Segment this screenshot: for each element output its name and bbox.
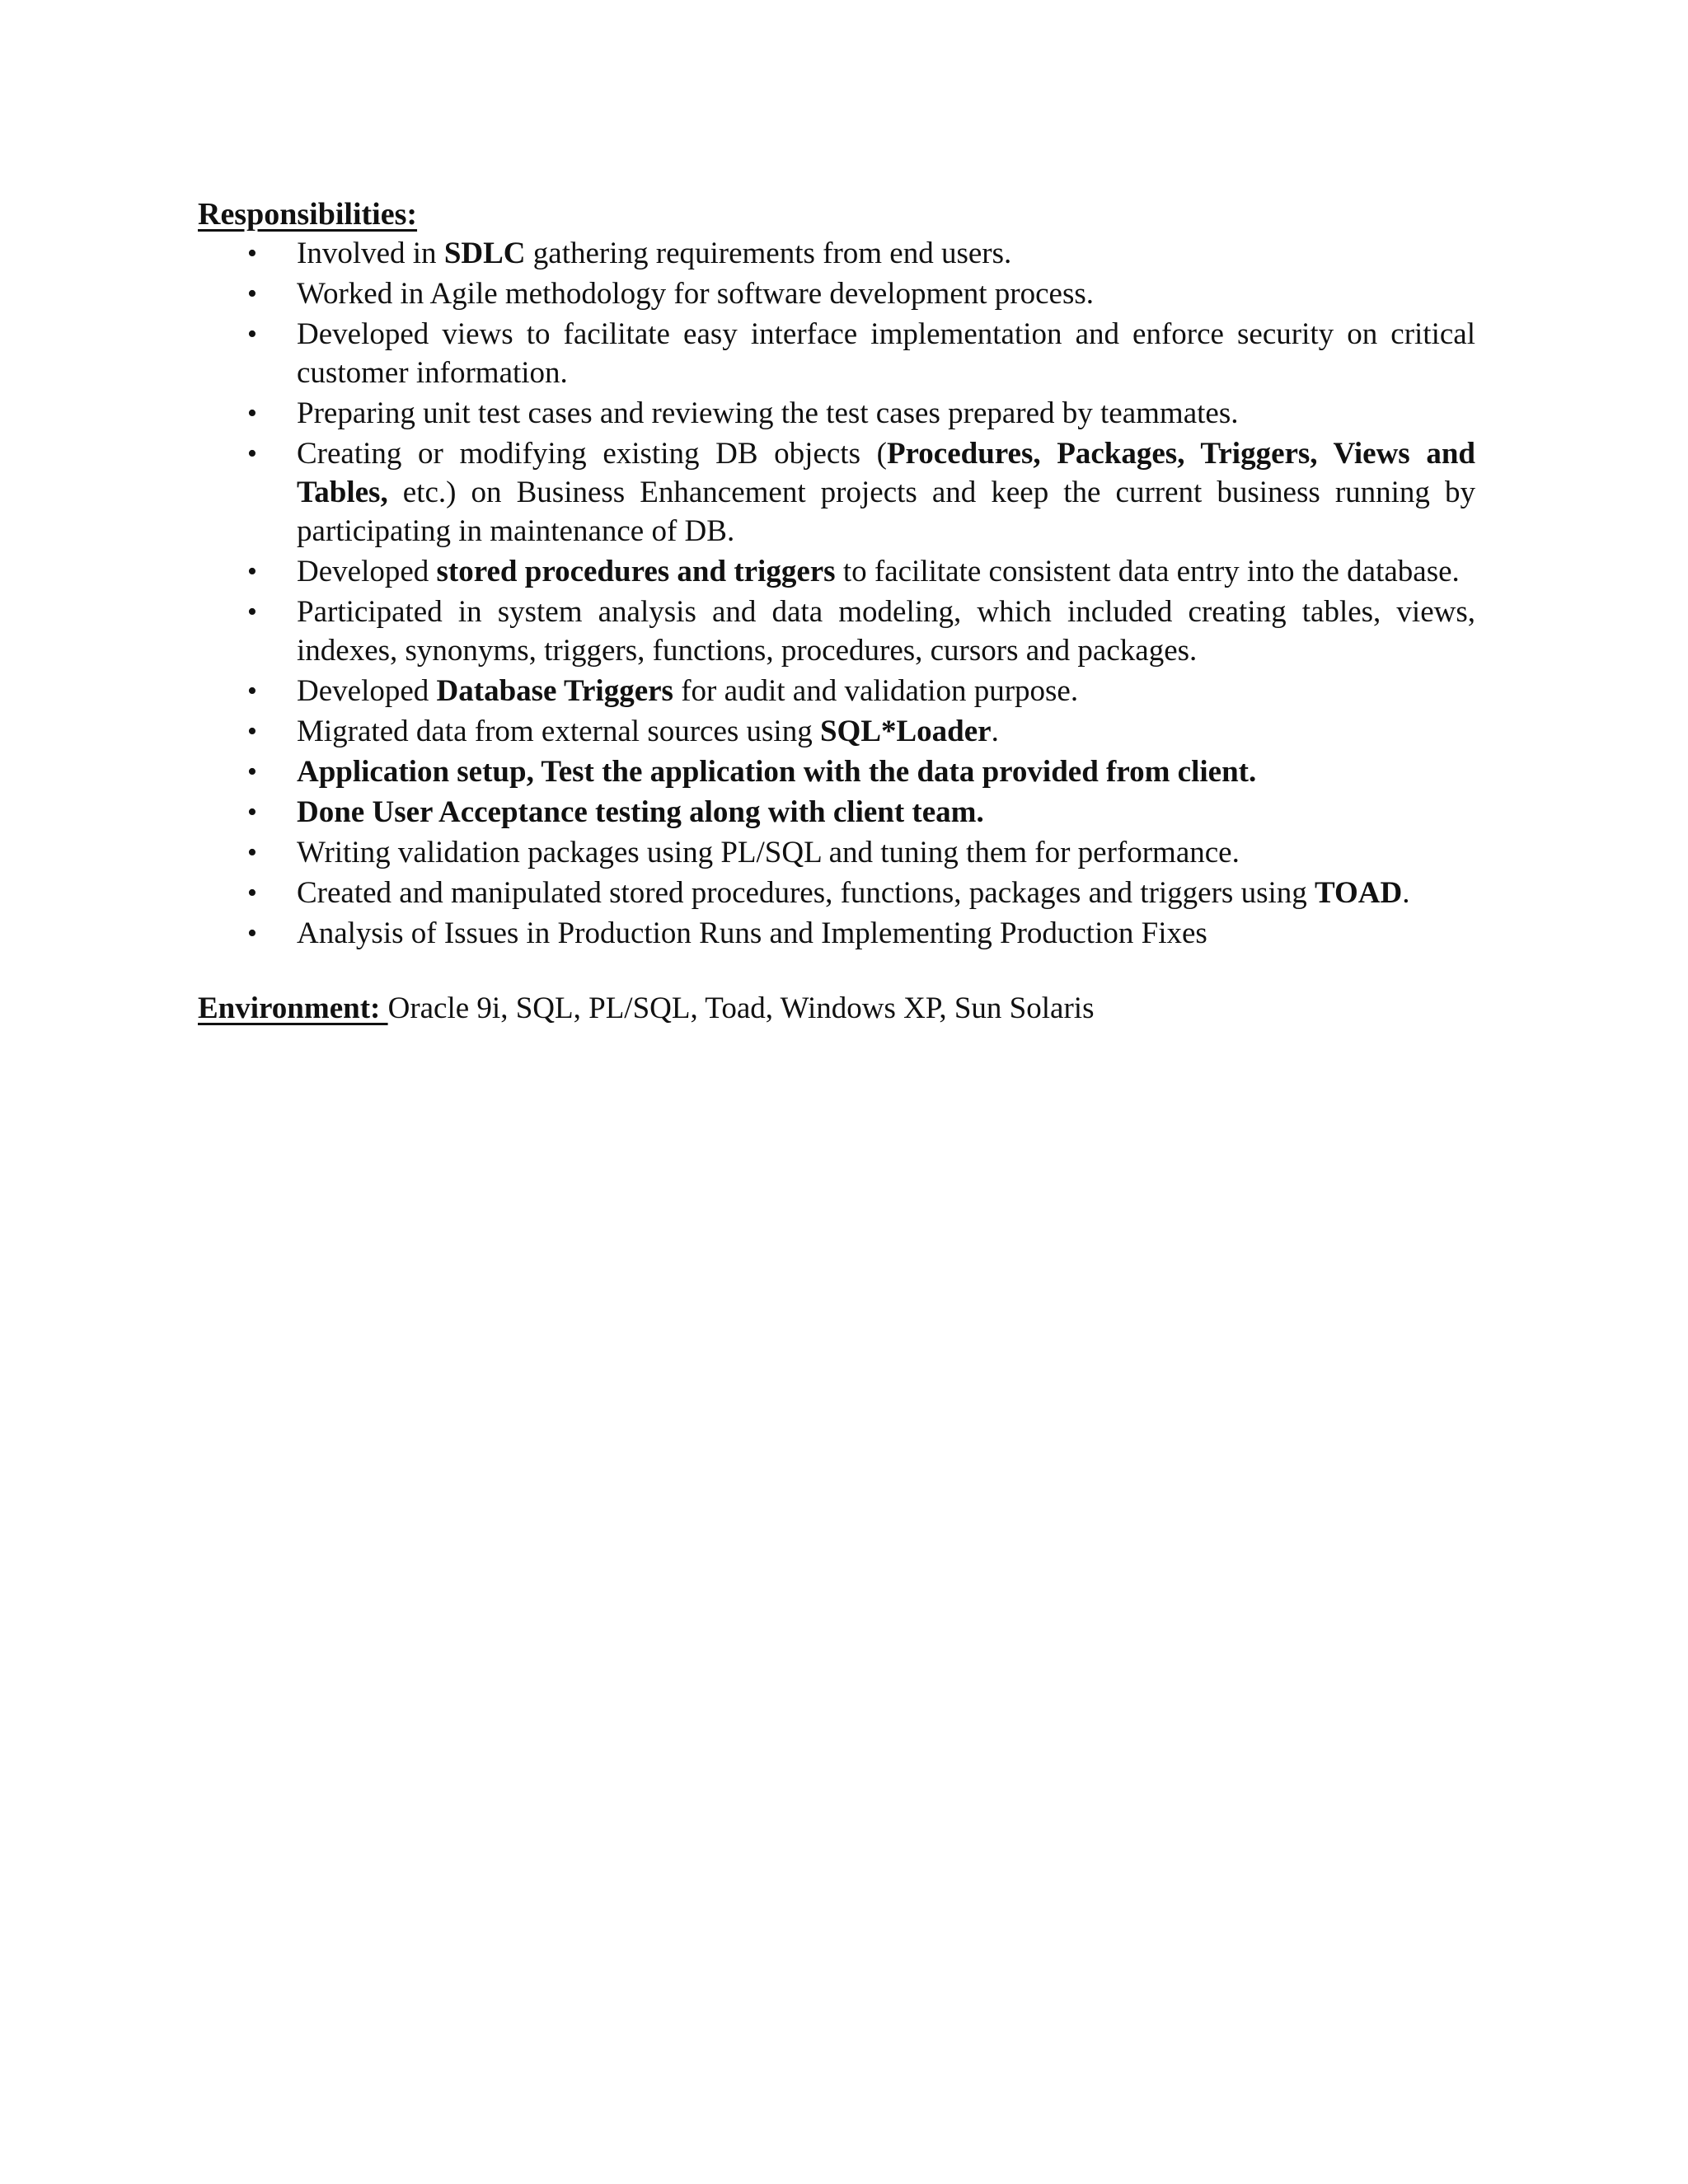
- bullet-icon: •: [247, 797, 257, 827]
- list-item-text: Created and manipulated stored procedures, functions, packages and triggers using: [297, 876, 1315, 910]
- bullet-icon: •: [247, 918, 257, 949]
- bullet-icon: •: [247, 837, 257, 868]
- environment-value: Oracle 9i, SQL, PL/SQL, Toad, Windows XP, Sun Solaris: [387, 991, 1095, 1025]
- bold-text: Application setup, Test the application with the data provided from client.: [297, 755, 1257, 789]
- bold-text: Procedures, Packages, Triggers, Views and Tables,: [297, 437, 1476, 509]
- bullet-icon: •: [247, 716, 257, 747]
- bullet-icon: •: [247, 556, 257, 587]
- list-item-text: Developed views to facilitate easy interface implementation and enforce security on critical customer information.: [297, 317, 1475, 390]
- list-item-text: to facilitate consistent data entry into the database.: [835, 555, 1460, 588]
- bold-text: SDLC: [443, 237, 526, 270]
- list-item: [198, 315, 1475, 392]
- bullet-icon: •: [247, 279, 257, 309]
- responsibilities-heading: Responsibilities:: [198, 197, 418, 232]
- environment-line: [198, 989, 1475, 1029]
- environment-label: Environment:: [198, 991, 388, 1025]
- responsibilities-list: [198, 234, 1475, 953]
- list-item: [198, 672, 1475, 710]
- bold-text: TOAD: [1315, 876, 1403, 910]
- list-item: [198, 833, 1475, 872]
- list-item-text: etc.) on Business Enhancement projects and keep the current business running by participating in maintenance of DB.: [297, 476, 1475, 548]
- list-item: [198, 712, 1475, 751]
- list-item: [198, 593, 1475, 670]
- bold-text: Done User Acceptance testing along with client team.: [297, 795, 984, 829]
- list-item-text: Writing validation packages using PL/SQL and tuning them for performance.: [297, 836, 1240, 869]
- bold-text: Database Triggers: [436, 674, 673, 708]
- list-item-text: gathering requirements from end users.: [525, 237, 1012, 270]
- bold-text: stored procedures and triggers: [436, 555, 836, 588]
- bullet-icon: •: [247, 398, 257, 429]
- list-item: [198, 274, 1475, 313]
- bullet-icon: •: [247, 676, 257, 706]
- list-item: [198, 394, 1475, 433]
- list-item-text: Developed: [297, 555, 437, 588]
- list-item-text: Participated in system analysis and data modeling, which included creating tables, views, indexes, synonyms, triggers, functions, procedures, cursors and packages.: [297, 595, 1475, 668]
- list-item-text: Analysis of Issues in Production Runs and Implementing Production Fixes: [297, 916, 1207, 950]
- bullet-icon: •: [247, 878, 257, 908]
- bullet-icon: •: [247, 438, 257, 469]
- list-item-text: Developed: [297, 674, 437, 708]
- document-content: [198, 194, 1475, 1029]
- list-item-text: Creating or modifying existing DB objects (: [297, 437, 887, 471]
- list-item-text: Preparing unit test cases and reviewing the test cases prepared by teammates.: [297, 396, 1239, 430]
- bold-text: SQL*Loader: [819, 715, 992, 748]
- list-item: [198, 874, 1475, 912]
- list-item: [198, 234, 1475, 273]
- bullet-icon: •: [247, 597, 257, 627]
- list-item-text: Involved in: [297, 237, 444, 270]
- list-item: [198, 752, 1475, 791]
- list-item: [198, 914, 1475, 953]
- list-item-text: Migrated data from external sources using: [297, 715, 820, 748]
- list-item-text: .: [991, 715, 999, 748]
- bullet-icon: •: [247, 757, 257, 787]
- list-item: [198, 434, 1475, 551]
- bullet-icon: •: [247, 238, 257, 269]
- list-item: [198, 552, 1475, 591]
- list-item-text: .: [1402, 876, 1410, 910]
- list-item-text: Worked in Agile methodology for software development process.: [297, 277, 1095, 311]
- list-item: [198, 793, 1475, 832]
- list-item-text: for audit and validation purpose.: [673, 674, 1079, 708]
- bullet-icon: •: [247, 319, 257, 349]
